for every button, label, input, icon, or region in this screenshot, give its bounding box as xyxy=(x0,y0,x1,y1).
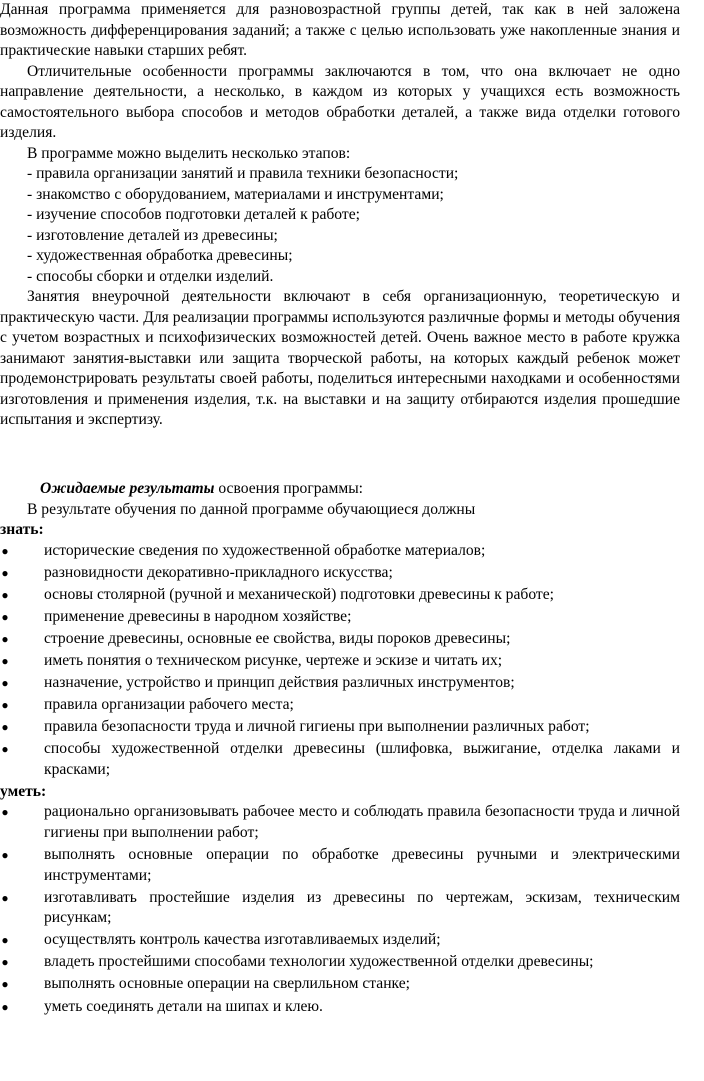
know-item: ● применение древесины в народном хозяйстве; xyxy=(0,607,680,628)
bullet-icon: ● xyxy=(1,999,9,1014)
know-item: ● основы столярной (ручной и механической) подготовки древесины к работе; xyxy=(0,585,680,606)
stage-item: - изготовление деталей из древесины; xyxy=(27,226,278,244)
can-item: ● выполнять основные операции по обработке древесины ручными и электрическими инструментами; xyxy=(1,846,680,884)
know-item: ● назначение, устройство и принцип действия различных инструментов; xyxy=(0,673,680,694)
can-item: ● осуществлять контроль качества изготавливаемых изделий; xyxy=(0,930,680,951)
can-item: ● изготавливать простейшие изделия из древесины по чертежам, эскизам, техническим рисункам; xyxy=(1,888,680,927)
intro-paragraph-2: Отличительные особенности программы заключаются в том, что она включает не одно направление деятельности, а несколько, в каждом из которых у учащихся есть возможность самостоятельного выбора способов и методов обработки деталей, а также вида отделки готового изделия. xyxy=(0,62,680,141)
bullet-icon: ● xyxy=(1,720,9,735)
know-item: ● способы художественной отделки древесины (шлифовка, выжигание, отделка лаками и красками; xyxy=(1,740,680,778)
bullet-icon: ● xyxy=(1,543,9,558)
can-list xyxy=(0,802,680,1017)
bullet-icon: ● xyxy=(1,977,9,992)
stage-item: - изучение способов подготовки деталей к работе; xyxy=(27,206,360,223)
bullet-icon: ● xyxy=(1,742,9,757)
bullet-icon: ● xyxy=(1,933,9,948)
can-item: ● выполнять основные операции на сверлильном станке; xyxy=(0,974,680,995)
results-heading xyxy=(0,479,680,500)
results-section xyxy=(0,479,680,1019)
stage-item: - правила организации занятий и правила техники безопасности; xyxy=(27,165,459,182)
intro-paragraph-1: Данная программа применяется для разновозрастной группы детей, так как в ней заложена возможность дифференцирования заданий; а также с целью использовать уже накопленные знания и практические навыки старших ребят. xyxy=(0,1,680,59)
can-item: ● рационально организовывать рабочее место и соблюдать правила безопасности труда и личной гигиены при выполнении работ; xyxy=(1,803,680,841)
results-lead: В результате обучения по данной программе обучающиеся должны xyxy=(27,500,476,518)
stage-item: - способы сборки и отделки изделий. xyxy=(27,267,274,285)
bullet-icon: ● xyxy=(1,587,9,602)
can-label: уметь: xyxy=(0,782,47,800)
bullet-icon: ● xyxy=(1,698,9,713)
bullet-icon: ● xyxy=(1,955,9,970)
bullet-icon: ● xyxy=(1,805,9,820)
stages-list xyxy=(0,164,680,287)
can-item: ● владеть простейшими способами технологии художественной отделки древесины; xyxy=(0,952,680,973)
know-item: ● правила безопасности труда и личной гигиены при выполнении различных работ; xyxy=(0,717,680,738)
bullet-icon: ● xyxy=(1,631,9,646)
know-list xyxy=(0,541,680,781)
bullet-icon: ● xyxy=(1,609,9,624)
bullet-icon: ● xyxy=(1,890,9,905)
know-item: ● исторические сведения по художественной обработке материалов; xyxy=(0,541,680,562)
bullet-icon: ● xyxy=(1,676,9,691)
stages-lead: В программе можно выделить несколько этапов: xyxy=(27,144,351,162)
know-item: ● правила организации рабочего места; xyxy=(0,695,680,716)
results-heading-rest: освоения программы: xyxy=(214,480,363,497)
can-item: ● уметь соединять детали на шипах и клею. xyxy=(0,997,680,1018)
activities-paragraph: Занятия внеурочной деятельности включают в себя организационную, теоретическую и практическую части. Для реализации программы используются различные формы и методы обучения с учетом возрастных и психофизических возможностей детей. Очень важное место в работе кружка занимают занятия-выставки или защита творческой работы, на которых каждый ребенок может продемонстрировать результаты своей работы, поделиться интересными находками и особенностями изготовления и применения изделия, т.к. на выставки и на защиту отбираются изделия прошедшие испытания и экспертизу. xyxy=(0,288,680,428)
know-item: ● строение древесины, основные ее свойства, виды пороков древесины; xyxy=(0,629,680,650)
know-item: ● разновидности декоративно-прикладного искусства; xyxy=(0,563,680,584)
stage-item: - знакомство с оборудованием, материалами и инструментами; xyxy=(27,185,444,203)
intro-section xyxy=(0,0,680,431)
know-item: ● иметь понятия о техническом рисунке, чертеже и эскизе и читать их; xyxy=(0,651,680,672)
results-heading-emphasis: Ожидаемые результаты xyxy=(40,480,215,497)
bullet-icon: ● xyxy=(1,848,9,863)
bullet-icon: ● xyxy=(1,653,9,668)
know-label: знать: xyxy=(0,521,44,538)
bullet-icon: ● xyxy=(1,565,9,580)
stage-item: - художественная обработка древесины; xyxy=(27,247,293,264)
